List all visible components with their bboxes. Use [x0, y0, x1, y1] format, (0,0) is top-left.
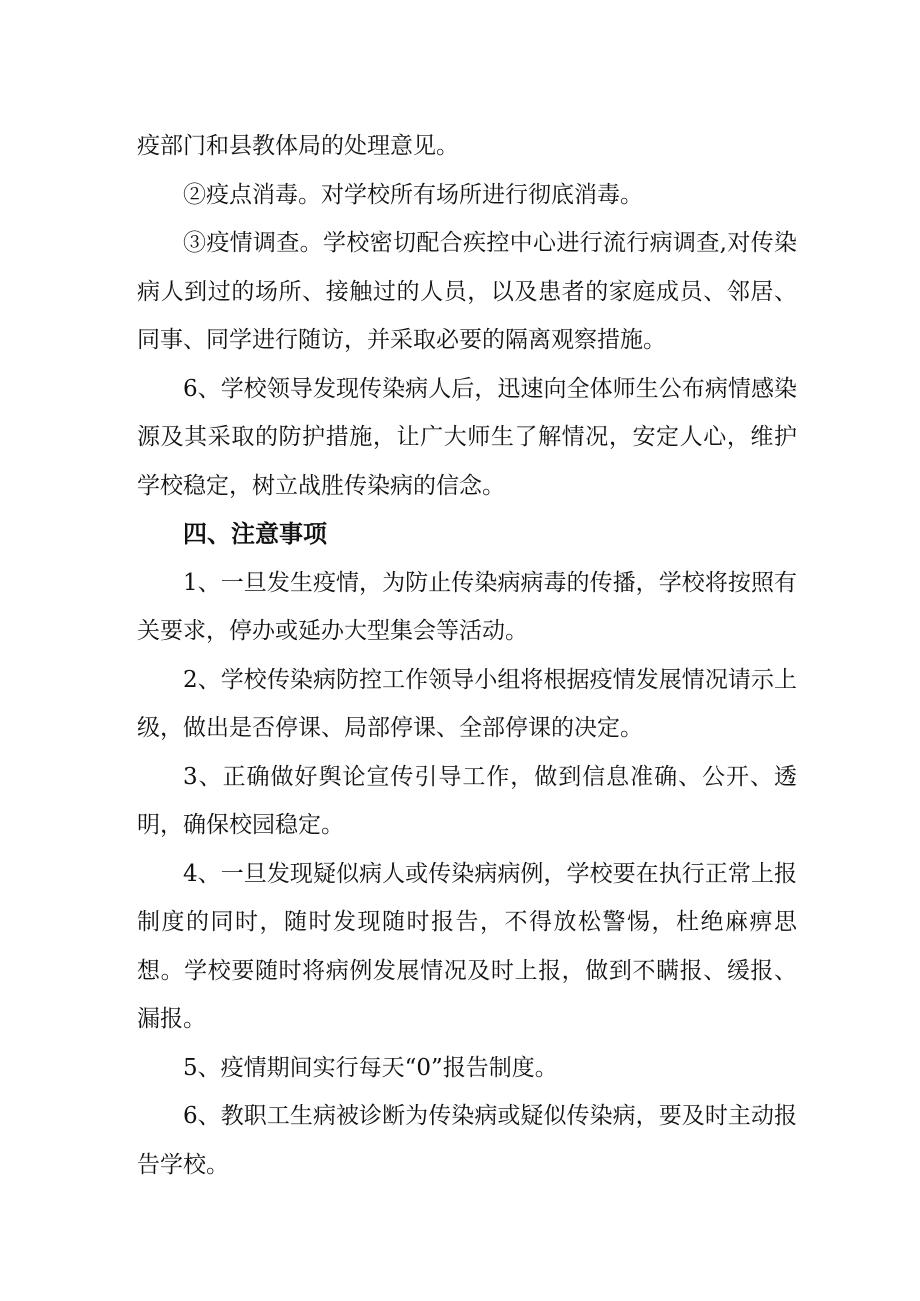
paragraph-disinfection: ②疫点消毒。对学校所有场所进行彻底消毒。: [183, 181, 643, 208]
paragraph-continuation: 疫部门和县教体局的处理意见。: [137, 133, 459, 159]
section-heading: 四、注意事项: [183, 520, 327, 548]
paragraph-item-6: 6、教职工生病被诊断为传染病或疑似传染病，要及时主动报告学校。: [137, 1103, 797, 1178]
paragraph-item-4: 4、一旦发现疑似病人或传染病病例，学校要在执行正常上报制度的同时，随时发现随时报告，不得放松警惕，杜绝麻痹思想。学校要随时将病例发展情况及时上报，做到不瞒报、缓报、漏报。: [137, 860, 797, 1032]
paragraph-item-2: 2、学校传染病防控工作领导小组将根据疫情发展情况请示上级，做出是否停课、局部停课、全部停课的决定。: [137, 666, 797, 741]
document-page: [137, 122, 797, 1189]
paragraph-item-5: 5、疫情期间实行每天“0”报告制度。: [183, 1054, 558, 1081]
paragraph-item-3: 3、正确做好舆论宣传引导工作，做到信息准确、公开、透明，确保校园稳定。: [137, 763, 797, 838]
paragraph-investigation: ③疫情调查。学校密切配合疾控中心进行流行病调查,对传染病人到过的场所、接触过的人员，以及患者的家庭成员、邻居、同事、同学进行随访，并采取必要的隔离观察措施。: [137, 230, 797, 353]
paragraph-leadership-announce: 6、学校领导发现传染病人后，迅速向全体师生公布病情感染源及其采取的防护措施，让广大师生了解情况，安定人心，维护学校稳定，树立战胜传染病的信念。: [137, 375, 797, 499]
paragraph-item-1: 1、一旦发生疫情，为防止传染病病毒的传播，学校将按照有关要求，停办或延办大型集会等活动。: [137, 569, 797, 644]
